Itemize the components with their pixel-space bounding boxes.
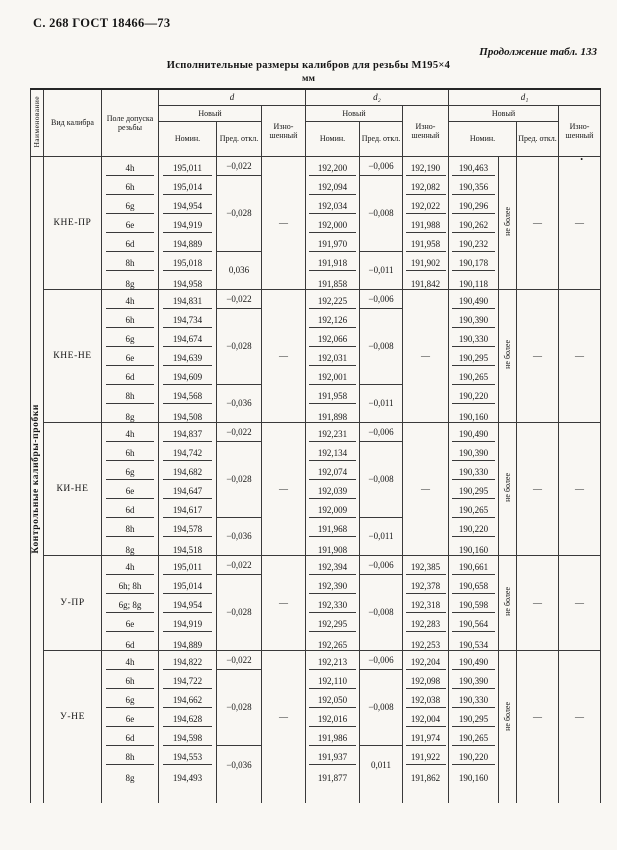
d-nominal-cell: 194,628 [159,708,217,727]
d1-nominal-cell: 190,160 [449,404,499,423]
d2-deviation-cell: −0,011 [360,518,403,556]
d2-nominal-cell: 192,094 [306,176,360,195]
gauge-type-cell: У-ПР [44,556,102,651]
tolerance-field-cell: 6g [102,689,159,708]
d2-worn-cell: 192,283 [403,613,449,632]
table-row [31,423,601,442]
d2-deviation-cell: −0,008 [360,575,403,651]
d2-deviation-cell: −0,006 [360,556,403,575]
tolerance-field-cell: 8g [102,271,159,290]
d-nominal-cell: 194,742 [159,442,217,461]
d2-nominal-cell: 191,898 [306,404,360,423]
col-header-d: d [159,89,306,106]
col-header-pole-dopuska: Поле допуска резьбы [102,89,159,157]
d-nominal-cell: 194,598 [159,727,217,746]
col-header-iznoshennyi: Изно-шенный [403,106,449,157]
d-nominal-cell: 194,568 [159,385,217,404]
d1-worn-cell: — [559,290,601,423]
col-header-pred-otkl: Пред. откл. [360,122,403,157]
d2-worn-cell: 192,318 [403,594,449,613]
d-nominal-cell: 194,822 [159,651,217,670]
d2-deviation-cell: −0,006 [360,290,403,309]
d1-nominal-cell: 190,160 [449,765,499,784]
d1-nominal-cell: 190,490 [449,651,499,670]
d1-nominal-cell: 190,160 [449,537,499,556]
d-nominal-cell: 194,682 [159,461,217,480]
d1-nominal-cell: 190,390 [449,442,499,461]
gauge-type-cell: КИ-НЕ [44,423,102,556]
d1-nominal-cell: 190,262 [449,214,499,233]
tolerance-field-cell: 4h [102,290,159,309]
tolerance-field-cell: 6h [102,176,159,195]
col-header-d1: d₁ [449,89,601,106]
d-worn-cell: — [262,651,306,784]
d1-nominal-cell: 190,220 [449,746,499,765]
d-deviation-cell: −0,022 [217,157,262,176]
d-nominal-cell: 194,954 [159,195,217,214]
d2-worn-cell: 191,902 [403,252,449,271]
d2-deviation-cell: −0,008 [360,176,403,252]
d-nominal-cell: 195,011 [159,556,217,575]
ne-bolee-note: не более [499,423,517,556]
d-deviation-cell: −0,022 [217,651,262,670]
d-nominal-cell: 194,722 [159,670,217,689]
d1-nominal-cell: 190,390 [449,670,499,689]
tolerance-field-cell: 6d [102,499,159,518]
d1-deviation-cell: — [517,290,559,423]
d-nominal-cell: 194,837 [159,423,217,442]
tolerance-field-cell: 6e [102,214,159,233]
d-deviation-cell: −0,028 [217,670,262,746]
tolerance-field-cell: 6e [102,613,159,632]
col-header-nomin: Номин. [159,122,217,157]
ne-bolee-note: не более [499,157,517,290]
d1-nominal-cell: 190,330 [449,461,499,480]
tolerance-field-cell: 6g [102,461,159,480]
edge-cell [217,784,262,803]
d-nominal-cell: 194,508 [159,404,217,423]
d2-nominal-cell: 191,858 [306,271,360,290]
col-header-novyi: Новый [449,106,559,122]
d2-nominal-cell: 192,330 [306,594,360,613]
d1-nominal-cell: 190,490 [449,290,499,309]
tolerance-field-cell: 8g [102,765,159,784]
tolerance-field-cell: 4h [102,651,159,670]
edge-cell [403,784,449,803]
col-header-pred-otkl: Пред. откл. [517,122,559,157]
d2-nominal-cell: 192,031 [306,347,360,366]
d2-nominal-cell: 192,225 [306,290,360,309]
d-deviation-cell: 0,036 [217,252,262,290]
d2-worn-cell: 192,190 [403,157,449,176]
edge-cell [262,784,306,803]
col-header-d2: d₂ [306,89,449,106]
d2-deviation-cell: −0,011 [360,252,403,290]
d2-deviation-cell: −0,006 [360,423,403,442]
d-nominal-cell: 194,518 [159,537,217,556]
d2-nominal-cell: 192,110 [306,670,360,689]
tolerance-field-cell: 6d [102,727,159,746]
d2-nominal-cell: 192,066 [306,328,360,347]
tolerance-field-cell: 4h [102,556,159,575]
tolerance-field-cell: 8g [102,404,159,423]
d1-deviation-cell: — [517,423,559,556]
tolerance-field-cell: 8h [102,385,159,404]
d1-nominal-cell: 190,265 [449,366,499,385]
d2-worn-cell: 191,988 [403,214,449,233]
d-nominal-cell: 195,014 [159,575,217,594]
d2-nominal-cell: 192,000 [306,214,360,233]
col-header-iznoshennyi: Изно-шенный [262,106,306,157]
d-nominal-cell: 194,958 [159,271,217,290]
d-nominal-cell: 194,674 [159,328,217,347]
units-label: мм [302,74,315,84]
table-row [31,651,601,670]
d1-worn-cell: — [559,423,601,556]
d2-nominal-cell: 192,295 [306,613,360,632]
col-header-pred-otkl: Пред. откл. [217,122,262,157]
tolerance-field-cell: 4h [102,157,159,176]
tolerance-field-cell: 6e [102,480,159,499]
rotated-name-label: Контрольные калибры-пробки [31,157,44,803]
tolerance-field-cell: 8h [102,746,159,765]
d2-deviation-cell: 0,011 [360,746,403,784]
d2-worn-cell: 191,958 [403,233,449,252]
d1-nominal-cell: 190,330 [449,328,499,347]
d1-deviation-cell: — [517,157,559,290]
d2-worn-cell: 191,922 [403,746,449,765]
d-nominal-cell: 194,919 [159,613,217,632]
d-deviation-cell: −0,022 [217,423,262,442]
d-nominal-cell: 194,493 [159,765,217,784]
d2-nominal-cell: 192,134 [306,442,360,461]
gauge-table [30,88,601,803]
d1-nominal-cell: 190,220 [449,518,499,537]
tolerance-field-cell: 8h [102,252,159,271]
d-nominal-cell: 194,734 [159,309,217,328]
d2-nominal-cell: 192,034 [306,195,360,214]
d1-nominal-cell: 190,232 [449,233,499,252]
d2-nominal-cell: 191,968 [306,518,360,537]
d2-worn-cell: 192,004 [403,708,449,727]
tolerance-field-cell: 6h; 8h [102,575,159,594]
d1-nominal-cell: 190,534 [449,632,499,651]
edge-cell [517,784,559,803]
d2-worn-cell: 191,862 [403,765,449,784]
d1-nominal-cell: 190,178 [449,252,499,271]
d2-worn-cell: 192,098 [403,670,449,689]
tolerance-field-cell: 6d [102,632,159,651]
d1-nominal-cell: 190,295 [449,480,499,499]
d2-deviation-cell: −0,006 [360,157,403,176]
d2-worn-cell: 192,038 [403,689,449,708]
d1-nominal-cell: 190,564 [449,613,499,632]
d2-worn-cell: 192,022 [403,195,449,214]
table-row [31,290,601,309]
d-deviation-cell: −0,022 [217,556,262,575]
table-title: Исполнительные размеры калибров для резьбы М195×4 [166,60,451,71]
d1-nominal-cell: 190,390 [449,309,499,328]
d-deviation-cell: −0,028 [217,309,262,385]
d1-deviation-cell: — [517,651,559,784]
d-worn-cell: — [262,556,306,651]
d2-nominal-cell: 192,050 [306,689,360,708]
tolerance-field-cell: 6h [102,670,159,689]
table-row [31,556,601,575]
d1-nominal-cell: 190,296 [449,195,499,214]
d1-nominal-cell: 190,295 [449,347,499,366]
d2-nominal-cell: 192,394 [306,556,360,575]
d-nominal-cell: 194,889 [159,233,217,252]
d2-nominal-cell: 191,937 [306,746,360,765]
col-header-novyi: Новый [159,106,262,122]
d1-nominal-cell: 190,265 [449,727,499,746]
d1-nominal-cell: 190,490 [449,423,499,442]
d-deviation-cell: −0,028 [217,176,262,252]
ne-bolee-note: не более [499,651,517,784]
gauge-dimensions-table [30,88,601,803]
tolerance-field-cell: 6g [102,328,159,347]
d1-nominal-cell: 190,356 [449,176,499,195]
d-nominal-cell: 194,647 [159,480,217,499]
d-nominal-cell: 194,919 [159,214,217,233]
d-nominal-cell: 194,617 [159,499,217,518]
edge-cell [449,784,499,803]
table-edge-row [31,784,601,803]
d2-nominal-cell: 191,970 [306,233,360,252]
d-worn-cell: — [262,157,306,290]
d2-nominal-cell: 192,039 [306,480,360,499]
d1-nominal-cell: 190,118 [449,271,499,290]
ne-bolee-note: не более [499,290,517,423]
d2-nominal-cell: 192,200 [306,157,360,176]
d2-nominal-cell: 191,877 [306,765,360,784]
d-nominal-cell: 194,889 [159,632,217,651]
edge-cell [159,784,217,803]
d1-nominal-cell: 190,265 [449,499,499,518]
d-deviation-cell: −0,022 [217,290,262,309]
d2-worn-cell: 192,385 [403,556,449,575]
d2-nominal-cell: 192,265 [306,632,360,651]
d2-deviation-cell: −0,008 [360,670,403,746]
d-worn-cell: — [262,423,306,556]
page-number-header: С. 268 ГОСТ 18466—73 [33,16,171,30]
d2-nominal-cell: 191,918 [306,252,360,271]
gauge-type-cell: КНЕ-НЕ [44,290,102,423]
d-nominal-cell: 195,011 [159,157,217,176]
gauge-type-cell: У-НЕ [44,651,102,784]
tolerance-field-cell: 6g [102,195,159,214]
tolerance-field-cell: 8h [102,518,159,537]
d1-nominal-cell: 190,598 [449,594,499,613]
d2-worn-cell: 192,204 [403,651,449,670]
d2-nominal-cell: 192,126 [306,309,360,328]
col-header-naimenovanie: Наименование [31,89,44,157]
col-header-nomin: Номин. [306,122,360,157]
d-nominal-cell: 195,014 [159,176,217,195]
d2-worn-cell: 191,842 [403,271,449,290]
tolerance-field-cell: 6e [102,347,159,366]
d-worn-cell: — [262,290,306,423]
d1-nominal-cell: 190,295 [449,708,499,727]
tolerance-field-cell: 6g; 8g [102,594,159,613]
d2-deviation-cell: −0,006 [360,651,403,670]
d2-nominal-cell: 191,908 [306,537,360,556]
d2-nominal-cell: 191,958 [306,385,360,404]
edge-cell [360,784,403,803]
d2-nominal-cell: 192,390 [306,575,360,594]
gauge-type-cell: КНЕ-ПР [44,157,102,290]
col-header-vid-kalibra: Вид калибра [44,89,102,157]
d2-nominal-cell: 192,001 [306,366,360,385]
d2-deviation-cell: −0,008 [360,309,403,385]
d-nominal-cell: 194,639 [159,347,217,366]
tolerance-field-cell: 6h [102,309,159,328]
d1-nominal-cell: 190,330 [449,689,499,708]
d2-nominal-cell: 191,986 [306,727,360,746]
print-dot-artifact: • [580,155,583,164]
d-deviation-cell: −0,036 [217,746,262,784]
tolerance-field-cell: 4h [102,423,159,442]
col-header-nomin: Номин. [449,122,517,157]
d2-deviation-cell: −0,008 [360,442,403,518]
edge-cell [44,784,102,803]
tolerance-field-cell: 8g [102,537,159,556]
d-nominal-cell: 194,831 [159,290,217,309]
d2-worn-cell: 191,974 [403,727,449,746]
d-nominal-cell: 194,662 [159,689,217,708]
table-row [31,157,601,176]
edge-cell [102,784,159,803]
d2-nominal-cell: 192,016 [306,708,360,727]
tolerance-field-cell: 6h [102,442,159,461]
d1-worn-cell: — [559,556,601,651]
tolerance-field-cell: 6d [102,366,159,385]
d-nominal-cell: 194,609 [159,366,217,385]
tolerance-field-cell: 6d [102,233,159,252]
d2-worn-cell: 192,253 [403,632,449,651]
edge-cell [306,784,360,803]
d1-worn-cell: — [559,651,601,784]
d2-nominal-cell: 192,009 [306,499,360,518]
d-nominal-cell: 194,954 [159,594,217,613]
d-deviation-cell: −0,028 [217,442,262,518]
edge-cell [499,784,517,803]
d2-worn-cell: — [403,290,449,423]
d1-deviation-cell: — [517,556,559,651]
d2-worn-cell: — [403,423,449,556]
edge-cell [559,784,601,803]
d-deviation-cell: −0,036 [217,385,262,423]
d-nominal-cell: 194,578 [159,518,217,537]
col-header-iznoshennyi: Изно-шенный [559,106,601,157]
d2-deviation-cell: −0,011 [360,385,403,423]
ne-bolee-note: не более [499,556,517,651]
tolerance-field-cell: 6e [102,708,159,727]
d1-nominal-cell: 190,220 [449,385,499,404]
d2-worn-cell: 192,378 [403,575,449,594]
d2-nominal-cell: 192,074 [306,461,360,480]
d2-nominal-cell: 192,213 [306,651,360,670]
d-deviation-cell: −0,028 [217,575,262,651]
d2-worn-cell: 192,082 [403,176,449,195]
d-deviation-cell: −0,036 [217,518,262,556]
d1-nominal-cell: 190,463 [449,157,499,176]
d2-nominal-cell: 192,231 [306,423,360,442]
d1-worn-cell: — [559,157,601,290]
col-header-novyi: Новый [306,106,403,122]
continuation-note: Продолжение табл. 133 [479,46,597,58]
d1-nominal-cell: 190,661 [449,556,499,575]
d-nominal-cell: 194,553 [159,746,217,765]
d-nominal-cell: 195,018 [159,252,217,271]
d1-nominal-cell: 190,658 [449,575,499,594]
